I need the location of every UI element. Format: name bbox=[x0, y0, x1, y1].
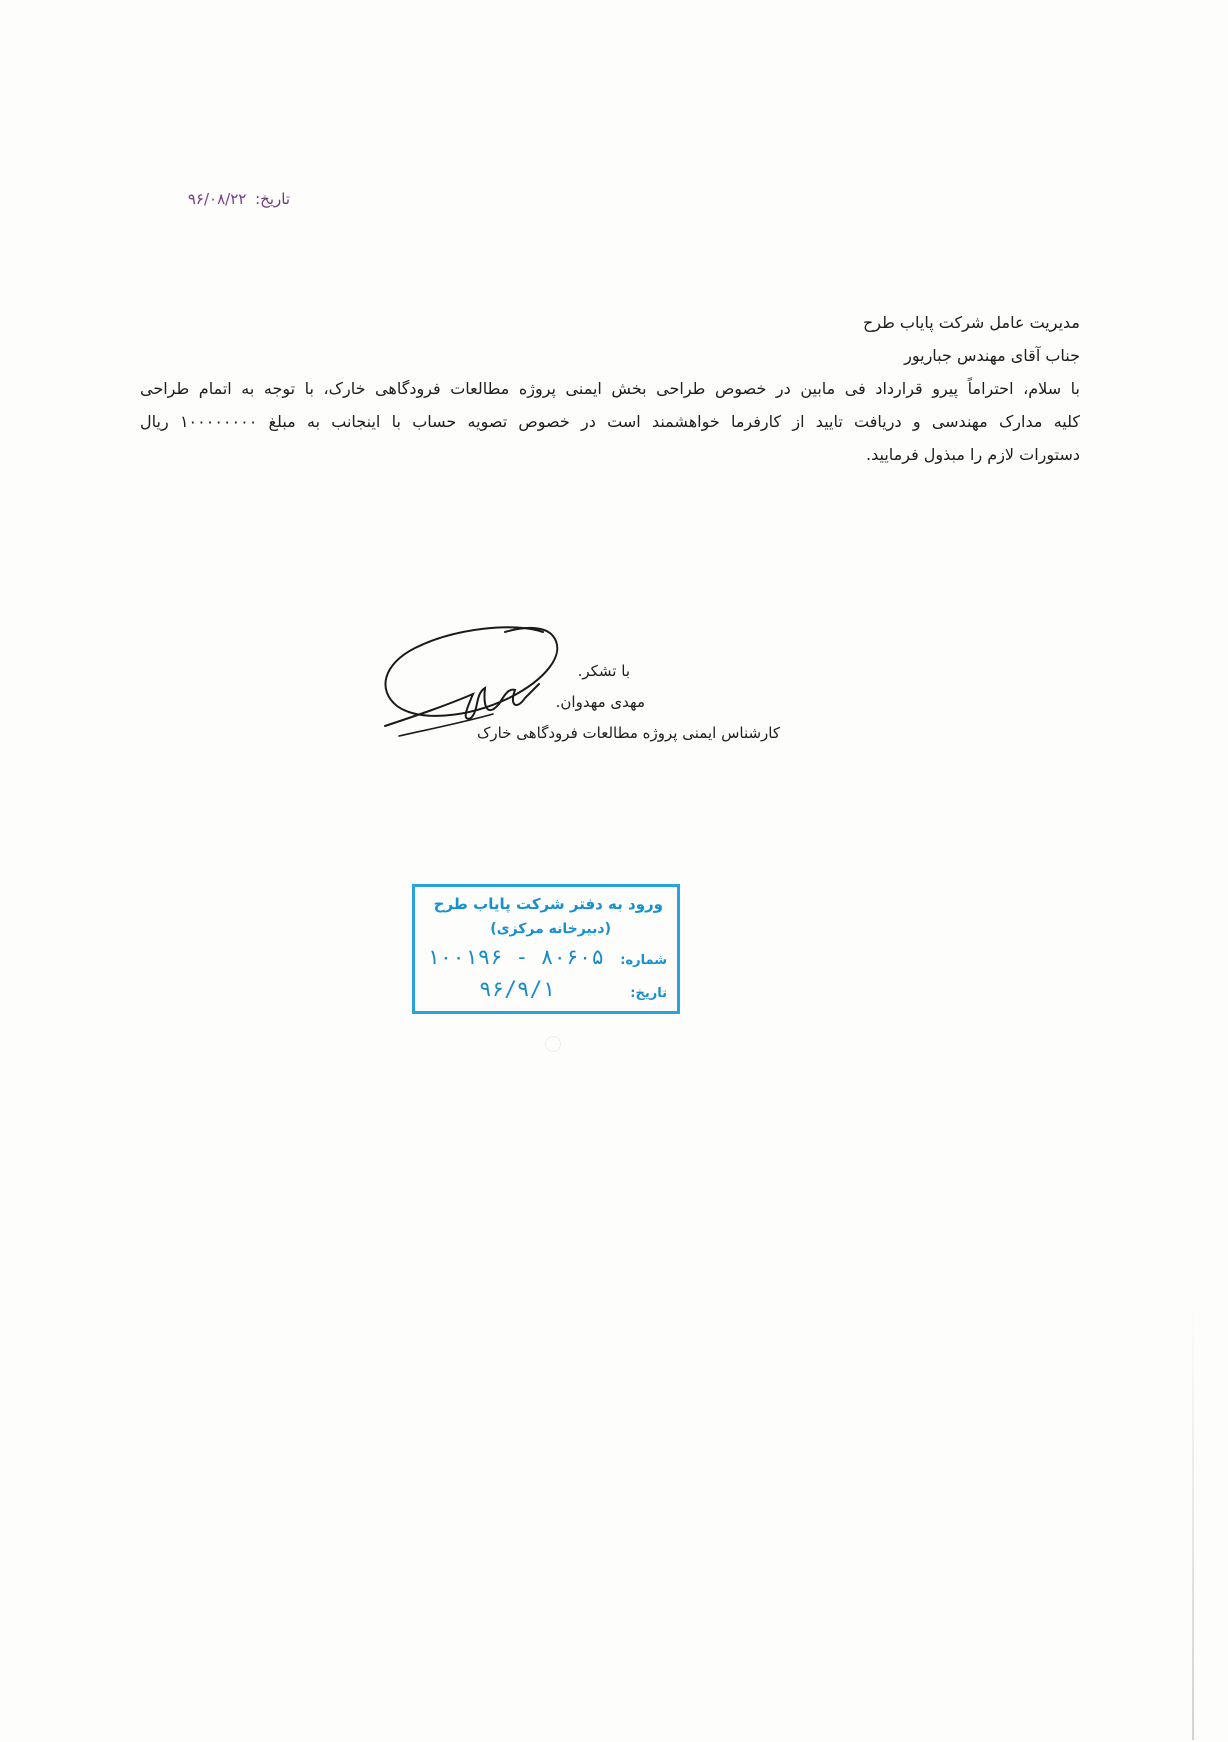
recipient-line-1: مدیریت عامل شرکت پایاب طرح bbox=[862, 313, 1080, 332]
body-line-3: دستورات لازم را مبذول فرمایید. bbox=[866, 445, 1080, 464]
letter-closing bbox=[360, 656, 780, 749]
letter-date bbox=[130, 190, 290, 208]
sender-title: کارشناس ایمنی پروژه مطالعات فرودگاهی خارک bbox=[476, 724, 780, 742]
closing-thanks: با تشکر. bbox=[577, 662, 630, 680]
stamp-date-value: ۹۶/۹/۱ bbox=[479, 977, 555, 1001]
body-line-2: کلیه مدارک مهندسی و دریافت تایید از کارفرما خواهشمند است در خصوص تصویه حساب با اینجانب به مبلغ ۱۰۰۰۰۰۰۰۰ ریال bbox=[140, 412, 1081, 431]
reception-stamp bbox=[412, 884, 680, 1014]
date-label: تاریخ: bbox=[255, 190, 290, 208]
stamp-date-label: تاریخ: bbox=[630, 986, 667, 1001]
stamp-number-label: شماره: bbox=[620, 953, 667, 968]
recipient-line-2: جناب آقای مهندس جباریور bbox=[904, 346, 1080, 365]
ink-smudge bbox=[545, 1036, 561, 1052]
scan-edge-shadow bbox=[1192, 1300, 1194, 1740]
letter-body bbox=[140, 306, 1080, 471]
stamp-title: ورود به دفتر شرکت پایاب طرح bbox=[433, 895, 663, 913]
sender-name: مهدی مهدوان. bbox=[555, 693, 645, 711]
body-line-1: با سلام، احتراماً پیرو قرارداد فی مابین در خصوص طراحی بخش ایمنی پروژه مطالعات فرودگاهی خارک، با توجه به اتمام طراحی bbox=[140, 379, 1080, 398]
stamp-number-value: ۱۰۰۱۹۶ - ۸۰۶۰۵ bbox=[427, 945, 605, 969]
date-value: ۹۶/۰۸/۲۲ bbox=[187, 190, 247, 208]
stamp-subtitle: (دبیرخانه مرکزی) bbox=[490, 921, 611, 937]
